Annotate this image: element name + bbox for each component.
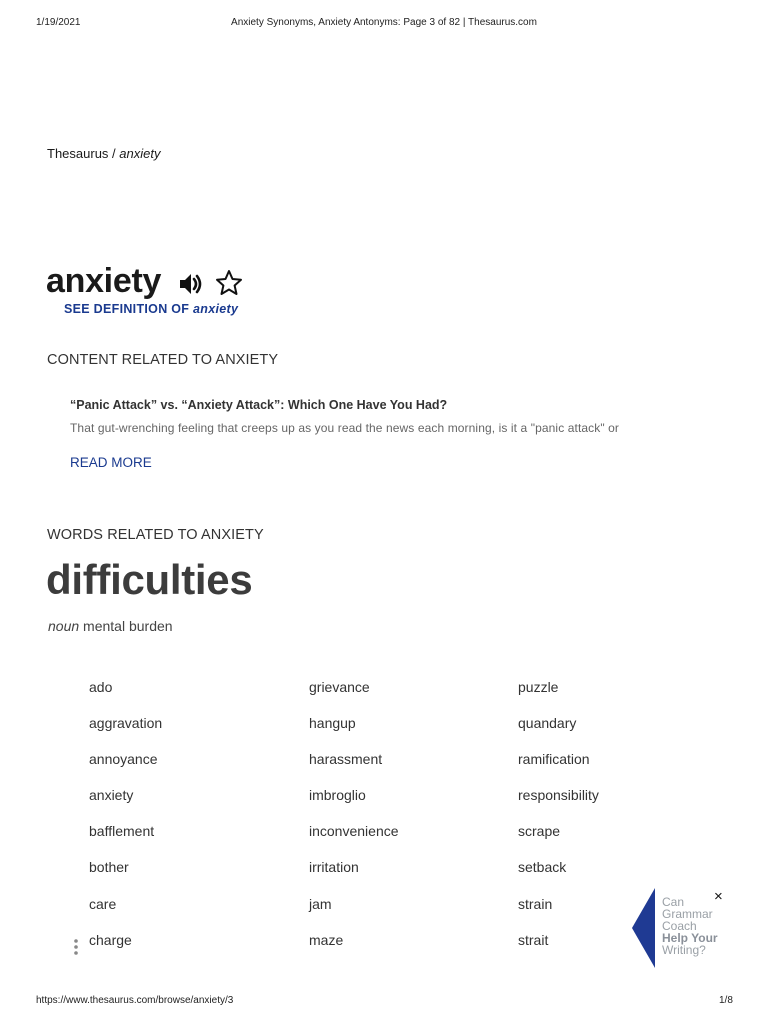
coach-triangle-icon xyxy=(632,888,658,968)
coach-line: Coach xyxy=(662,919,697,933)
see-definition-prefix: SEE DEFINITION OF xyxy=(64,302,194,316)
synonym-link[interactable]: strain xyxy=(518,895,553,912)
synonym-link[interactable]: hangup xyxy=(309,715,356,732)
headword-title: anxiety xyxy=(46,262,162,300)
synonym-link[interactable]: quandary xyxy=(518,715,577,732)
synonym-link[interactable]: charge xyxy=(89,931,132,948)
read-more-link[interactable]: READ MORE xyxy=(70,455,152,470)
synonym-link[interactable]: annoyance xyxy=(89,751,158,768)
synonym-column-1 xyxy=(89,679,162,968)
coach-line: Grammar xyxy=(662,907,713,921)
breadcrumb xyxy=(47,146,160,161)
synonym-link[interactable]: bother xyxy=(89,859,129,876)
synonym-link[interactable]: jam xyxy=(309,895,332,912)
article-title-link[interactable]: “Panic Attack” vs. “Anxiety Attack”: Which One Have You Had? xyxy=(70,398,448,412)
coach-line: Can xyxy=(662,895,685,909)
synonym-link[interactable]: imbroglio xyxy=(309,787,366,804)
star-icon[interactable] xyxy=(214,268,244,298)
content-related-heading: CONTENT RELATED TO ANXIETY xyxy=(47,352,279,368)
synonym-link[interactable]: ramification xyxy=(518,751,590,768)
synonym-link[interactable]: care xyxy=(89,895,117,912)
synonym-column-3 xyxy=(518,679,599,968)
synonym-column-2 xyxy=(309,679,399,968)
part-of-speech-line xyxy=(48,618,173,634)
synonym-link[interactable]: setback xyxy=(518,859,567,876)
synonym-group-heading: difficulties xyxy=(46,556,253,603)
synonym-link[interactable]: bafflement xyxy=(89,823,155,840)
see-definition-word: anxiety xyxy=(193,302,239,316)
see-definition-link[interactable] xyxy=(64,302,238,316)
synonym-link[interactable]: ado xyxy=(89,679,113,695)
words-related-heading: WORDS RELATED TO ANXIETY xyxy=(47,527,264,543)
print-page-title: Anxiety Synonyms, Anxiety Antonyms: Page 3 of 82 | Thesaurus.com xyxy=(231,17,537,28)
print-url: https://www.thesaurus.com/browse/anxiety/3 xyxy=(36,995,234,1006)
print-date: 1/19/2021 xyxy=(36,17,81,28)
sense-description: mental burden xyxy=(79,618,173,634)
breadcrumb-separator: / xyxy=(108,146,120,161)
close-icon[interactable]: × xyxy=(714,888,723,905)
grammar-coach-widget[interactable] xyxy=(632,888,742,968)
synonym-link[interactable]: irritation xyxy=(309,859,359,876)
synonym-link[interactable]: anxiety xyxy=(89,787,134,804)
breadcrumb-thesaurus-link[interactable]: Thesaurus xyxy=(47,146,109,161)
synonym-link[interactable]: grievance xyxy=(309,679,370,695)
synonym-link[interactable]: responsibility xyxy=(518,787,599,804)
synonym-link[interactable]: harassment xyxy=(309,751,383,768)
synonym-link[interactable]: scrape xyxy=(518,823,561,840)
speaker-icon[interactable] xyxy=(177,270,205,298)
synonym-link[interactable]: puzzle xyxy=(518,679,559,695)
article-excerpt: That gut-wrenching feeling that creeps up as you read the news each morning, is it a "panic attack" or xyxy=(70,421,620,435)
part-of-speech: noun xyxy=(48,618,80,634)
print-page-number: 1/8 xyxy=(719,995,733,1006)
coach-text xyxy=(662,896,718,956)
breadcrumb-current: anxiety xyxy=(119,146,161,161)
more-vertical-icon[interactable] xyxy=(72,938,80,956)
synonym-link[interactable]: strait xyxy=(518,931,549,948)
synonym-link[interactable]: inconvenience xyxy=(309,823,399,840)
synonym-link[interactable]: aggravation xyxy=(89,715,163,732)
coach-line: Help Your xyxy=(662,931,718,945)
coach-line: Writing? xyxy=(662,943,706,957)
synonym-link[interactable]: maze xyxy=(309,931,344,948)
